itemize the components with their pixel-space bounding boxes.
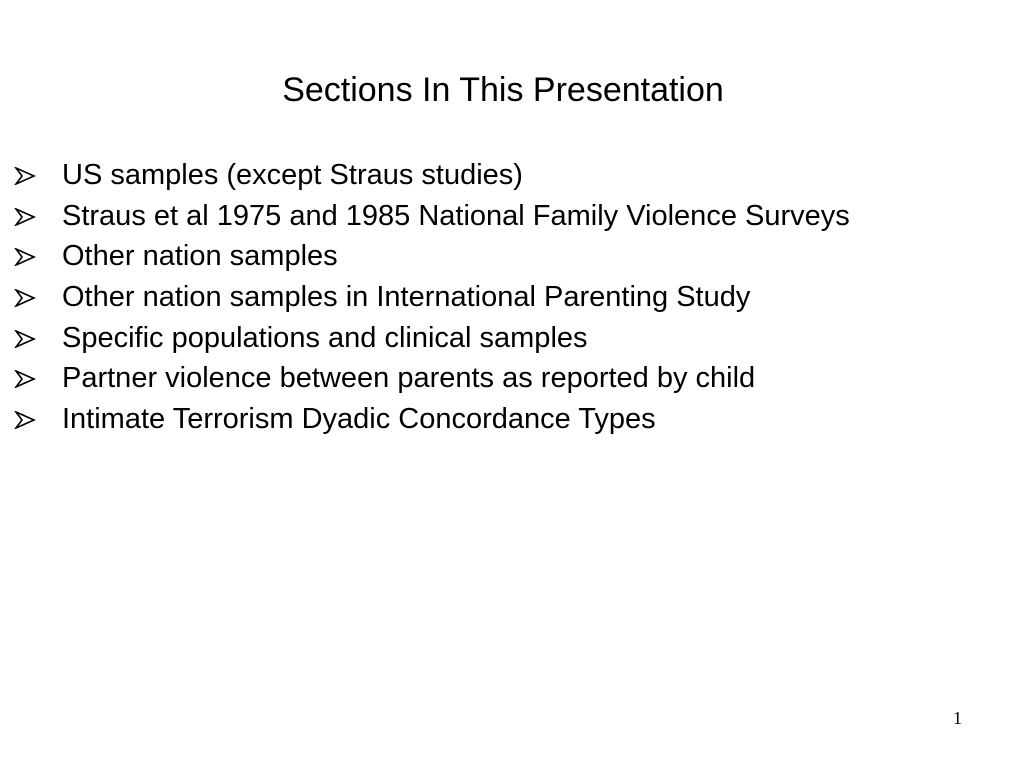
page-number: 1 — [953, 708, 962, 728]
bullet-text: Intimate Terrorism Dyadic Concordance Types — [62, 403, 656, 436]
arrowhead-bullet-icon — [14, 411, 36, 429]
slide-title: Sections In This Presentation — [282, 71, 724, 109]
bullet-text: US samples (except Straus studies) — [62, 159, 523, 191]
arrowhead-bullet-icon — [14, 248, 36, 266]
arrowhead-bullet-icon — [14, 370, 36, 388]
bullet-text: Other nation samples — [62, 240, 338, 273]
bullet-text: Straus et al 1975 and 1985 National Family Violence Surveys — [62, 199, 850, 232]
arrowhead-bullet-icon — [14, 289, 36, 307]
arrowhead-bullet-icon — [14, 167, 36, 185]
bullet-text: Partner violence between parents as reported by child — [62, 362, 756, 395]
bullet-text: Other nation samples in International Parenting Study — [62, 281, 751, 314]
arrowhead-bullet-icon — [14, 208, 36, 226]
arrowhead-bullet-icon — [14, 330, 36, 348]
bullet-text: Specific populations and clinical samples — [62, 321, 588, 354]
